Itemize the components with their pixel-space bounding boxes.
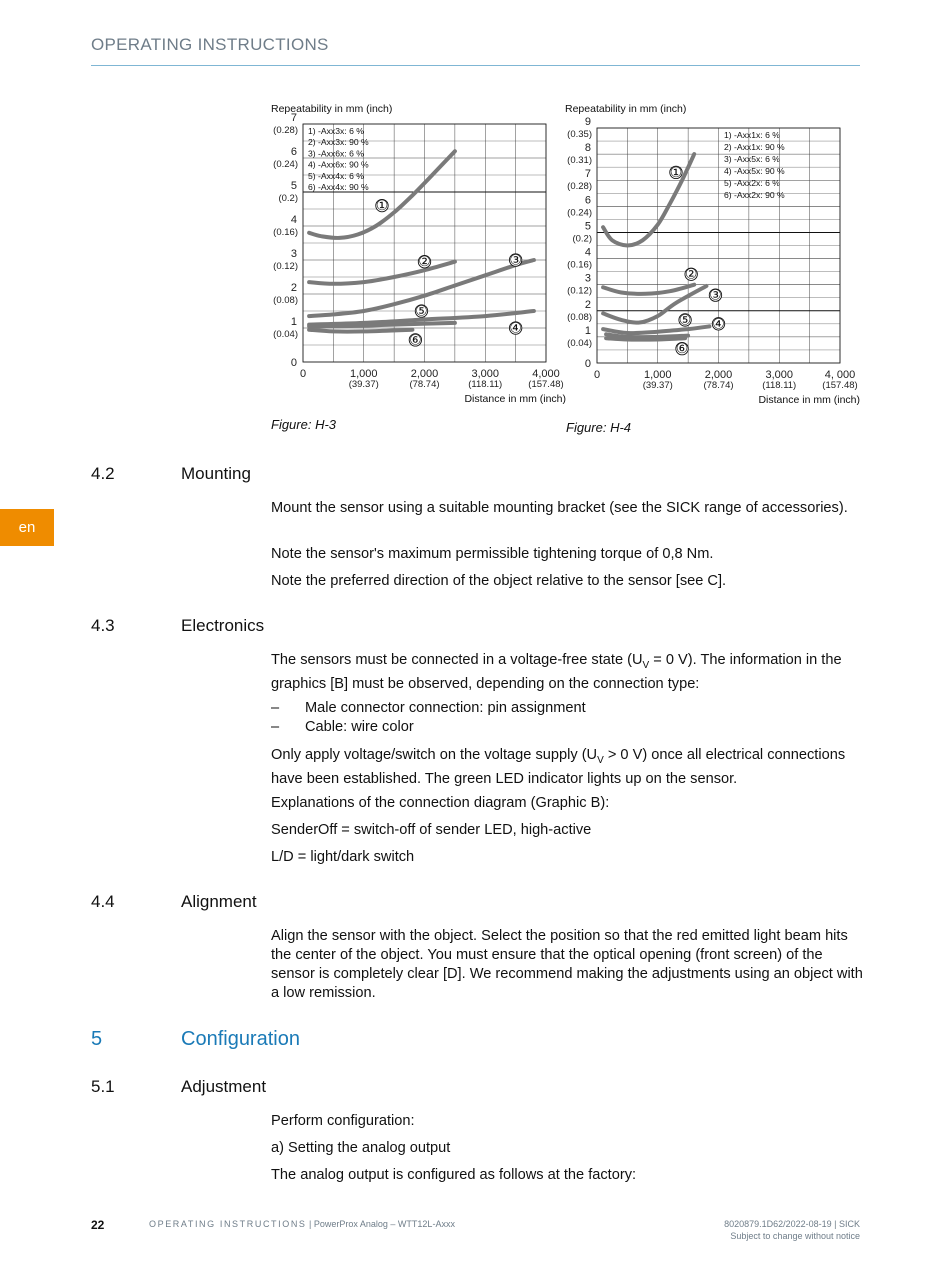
y-tick-label: 7 (584, 168, 591, 181)
y-tick-sublabel: (0.24) (567, 207, 592, 219)
y-tick-sublabel: (0.2) (278, 193, 298, 204)
chapter-number: 5 (91, 1028, 103, 1050)
chart-h3-svg (258, 98, 568, 410)
y-tick-label: 4 (584, 246, 591, 259)
y-tick-sublabel: (0.28) (273, 125, 298, 136)
y-tick-label: 8 (584, 142, 591, 155)
x-tick-label: 3,000 (471, 368, 500, 380)
mounting-paragraph-3: Note the preferred direction of the object relative to the sensor [see C]. (271, 573, 727, 589)
series-marker-label: ④ (509, 319, 522, 336)
alignment-paragraph: Align the sensor with the object. Select the position so that the red emitted light beam hits the center of the object. You must ensure that the optical opening (front screen) of the sensor is completely clear [D]. We recommend making the adjustments using an object with a low remission. (271, 928, 863, 1001)
running-header: OPERATING INSTRUCTIONS (91, 35, 329, 54)
y-tick-sublabel: (0.12) (567, 285, 592, 297)
electronics-paragraph-5: L/D = light/dark switch (271, 849, 415, 865)
x-tick-label: 3,000 (765, 369, 794, 381)
series-marker-label: ⑥ (675, 340, 689, 357)
y-tick-sublabel: (0.12) (273, 261, 298, 272)
legend-entry: 2) -Axx3x: 90 % (308, 137, 369, 148)
legend-entry: 3) -Axx6x: 6 % (308, 148, 364, 159)
chart-h4 (552, 98, 862, 412)
y-tick-sublabel: (0.04) (567, 337, 592, 349)
electronics-paragraph-4: SenderOff = switch-off of sender LED, high-active (271, 822, 592, 838)
y-tick-sublabel: (0.08) (567, 311, 592, 323)
page-number: 22 (91, 1218, 105, 1232)
y-tick-sublabel: (0.16) (273, 227, 298, 238)
x-tick-label: 2,000 (410, 368, 439, 380)
series-marker-label: ⑥ (409, 331, 422, 348)
adjustment-paragraph-3: The analog output is configured as follows at the factory: (271, 1167, 637, 1183)
x-tick-label: 0 (299, 368, 307, 380)
legend-entry: 4) -Axx5x: 90 % (724, 166, 785, 176)
x-axis-title: Distance in mm (inch) (464, 393, 566, 405)
x-tick-sublabel: (118.11) (468, 379, 503, 390)
figure-caption-h3: Figure: H-3 (271, 417, 337, 432)
x-tick-label: 4,000 (532, 368, 560, 380)
legend-entry: 4) -Axx6x: 90 % (308, 159, 369, 170)
y-tick-label: 5 (584, 220, 591, 233)
y-tick-sublabel: (0.08) (273, 295, 298, 306)
footer-doc-number: 8020879.1D62/2022-08-19 | SICK (724, 1219, 860, 1229)
section-number: 5.1 (91, 1077, 115, 1096)
series-marker-label: ② (684, 265, 698, 282)
y-tick-sublabel: (0.16) (567, 259, 592, 271)
x-axis-title: Distance in mm (inch) (758, 394, 860, 406)
x-tick-sublabel: (39.37) (642, 380, 673, 391)
y-tick-label: 6 (584, 194, 591, 207)
x-tick-sublabel: (78.74) (409, 379, 440, 390)
adjustment-paragraph-2: a) Setting the analog output (271, 1140, 451, 1156)
x-tick-label: 0 (593, 369, 601, 381)
y-tick-label: 6 (290, 146, 297, 158)
legend-entry: 2) -Axx1x: 90 % (724, 142, 785, 152)
y-tick-label: 7 (290, 112, 297, 124)
series-marker-label: ④ (712, 315, 725, 332)
legend-entry: 5) -Axx4x: 6 % (308, 170, 364, 181)
y-tick-label: 1 (584, 324, 591, 337)
section-title: Electronics (181, 616, 265, 635)
series-line (606, 334, 688, 337)
x-tick-sublabel: (39.37) (348, 379, 379, 390)
mounting-paragraph-1: Mount the sensor using a suitable mounting bracket (see the SICK range of accessories). (271, 500, 848, 516)
series-marker-label: ⑤ (415, 302, 428, 319)
y-tick-sublabel: (0.35) (567, 129, 592, 140)
subscript: V (597, 754, 604, 766)
footer-document-title (149, 1219, 455, 1229)
section-title: Adjustment (181, 1077, 267, 1096)
y-tick-label: 9 (584, 116, 591, 128)
y-tick-sublabel: (0.28) (567, 181, 592, 193)
series-marker-label: ③ (709, 286, 722, 303)
text-run: > 0 V) once all electrical connections have been established. The green LED indicator lights up on the sensor. (271, 747, 846, 787)
section-number: 4.2 (91, 464, 115, 483)
y-tick-label: 0 (290, 357, 297, 369)
series-marker-label: ① (669, 163, 683, 180)
series-line (309, 330, 412, 332)
x-tick-sublabel: (78.74) (703, 380, 734, 391)
section-number: 4.3 (91, 616, 115, 635)
series-line (603, 285, 694, 294)
chart-h3 (258, 98, 568, 410)
x-tick-label: 4, 000 (824, 369, 856, 381)
y-tick-label: 4 (290, 214, 297, 226)
section-number: 4.4 (91, 892, 115, 911)
y-tick-label: 2 (290, 282, 297, 294)
header-divider (91, 65, 860, 66)
series-marker-label: ② (418, 253, 431, 270)
list-item-text: Cable: wire color (305, 719, 414, 735)
x-tick-label: 2,000 (704, 369, 733, 381)
legend-entry: 1) -Axx3x: 6 % (308, 126, 364, 136)
section-title: Alignment (181, 892, 257, 911)
legend-entry: 5) -Axx2x: 6 % (724, 178, 780, 188)
series-marker-label: ① (375, 197, 389, 214)
y-tick-label: 0 (584, 358, 591, 370)
y-tick-sublabel: (0.31) (567, 155, 592, 167)
electronics-paragraph-1 (271, 651, 861, 694)
y-tick-label: 5 (290, 180, 297, 192)
series-marker-label: ③ (509, 251, 522, 268)
y-tick-sublabel: (0.2) (572, 233, 592, 245)
figure-caption-h4: Figure: H-4 (566, 420, 632, 435)
x-tick-label: 1,000 (643, 369, 672, 381)
list-dash: – (271, 719, 280, 735)
footer-product: | PowerProx Analog – WTT12L-Axxx (306, 1219, 455, 1229)
legend-entry: 6) -Axx2x: 90 % (724, 190, 785, 200)
language-tab[interactable]: en (0, 509, 54, 546)
y-tick-sublabel: (0.24) (273, 159, 298, 170)
x-tick-label: 1,000 (349, 368, 378, 380)
y-axis-title: Repeatability in mm (inch) (271, 103, 393, 115)
list-item-text: Male connector connection: pin assignment (305, 700, 586, 716)
series-line (606, 338, 685, 339)
adjustment-paragraph-1: Perform configuration: (271, 1113, 415, 1129)
x-tick-sublabel: (118.11) (762, 380, 797, 391)
legend-entry: 6) -Axx4x: 90 % (308, 182, 369, 192)
footer-disclaimer: Subject to change without notice (730, 1231, 860, 1241)
y-tick-sublabel: (0.04) (273, 329, 298, 340)
y-tick-label: 3 (290, 248, 297, 260)
chart-h4-svg (552, 98, 862, 412)
subscript: V (642, 659, 650, 671)
y-axis-title: Repeatability in mm (inch) (565, 103, 687, 115)
x-tick-sublabel: (157.48) (822, 380, 858, 391)
mounting-paragraph-2: Note the sensor's maximum permissible tightening torque of 0,8 Nm. (271, 546, 714, 562)
series-line (309, 262, 455, 284)
legend-entry: 1) -Axx1x: 6 % (724, 130, 780, 140)
footer-doc-type: OPERATING INSTRUCTIONS (149, 1219, 307, 1229)
legend-entry: 3) -Axx5x: 6 % (724, 154, 780, 164)
y-tick-label: 2 (584, 298, 591, 311)
y-tick-label: 1 (290, 316, 297, 328)
x-tick-sublabel: (157.48) (528, 379, 564, 390)
text-run: = 0 V). The information in the graphics [B] must be observed, depending on the connection type: (271, 652, 842, 692)
chapter-title: Configuration (181, 1028, 300, 1050)
text-run: The sensors must be connected in a voltage-free state (U (271, 652, 643, 668)
series-marker-label: ⑤ (678, 311, 692, 328)
section-title: Mounting (181, 464, 251, 483)
electronics-paragraph-3: Explanations of the connection diagram (Graphic B): (271, 795, 610, 811)
text-run: Only apply voltage/switch on the voltage supply (U (271, 747, 598, 763)
y-tick-label: 3 (584, 272, 591, 285)
series-line (603, 326, 709, 333)
electronics-paragraph-2 (271, 746, 861, 789)
list-dash: – (271, 700, 280, 716)
